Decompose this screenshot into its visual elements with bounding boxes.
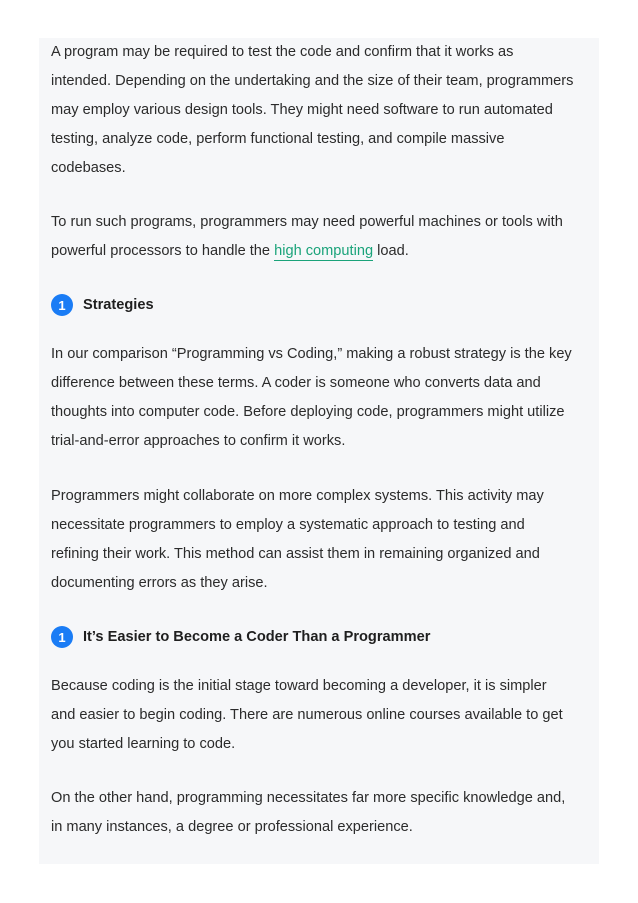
text-fragment: load. (373, 243, 409, 259)
text-line: intended. Depending on the undertaking and the size of their team, programmers (51, 73, 574, 89)
text-line: refining their work. This method can assist them in remaining organized and (51, 546, 540, 562)
paragraph-testing-tools (51, 38, 573, 183)
text-line (51, 237, 563, 266)
text-line: codebases. (51, 160, 126, 176)
section-heading-strategies (51, 292, 154, 318)
text-line: may employ various design tools. They might need software to run automated (51, 102, 553, 118)
text-line: Programmers might collaborate on more complex systems. This activity may (51, 488, 544, 504)
text-line: in many instances, a degree or professional experience. (51, 819, 413, 835)
article-panel (39, 38, 599, 864)
text-line: A program may be required to test the code and confirm that it works as (51, 44, 514, 60)
text-line: difference between these terms. A coder is someone who converts data and (51, 375, 541, 391)
text-line: and easier to begin coding. There are numerous online courses available to get (51, 707, 563, 723)
text-line: In our comparison “Programming vs Coding,” making a robust strategy is the key (51, 346, 572, 362)
text-line: On the other hand, programming necessitates far more specific knowledge and, (51, 790, 566, 806)
section-heading-easier-coder (51, 624, 430, 650)
text-line: necessitate programmers to employ a systematic approach to testing and (51, 517, 525, 533)
number-badge: 1 (51, 294, 73, 316)
text-line: trial-and-error approaches to confirm it works. (51, 433, 346, 449)
text-line: documenting errors as they arise. (51, 575, 268, 591)
paragraph-powerful-machines (51, 208, 563, 266)
text-line: you started learning to code. (51, 736, 236, 752)
text-fragment: powerful processors to handle the (51, 243, 275, 259)
section-heading-text: It’s Easier to Become a Coder Than a Programmer (83, 628, 431, 645)
paragraph-coding-easier (51, 672, 563, 759)
text-line: thoughts into computer code. Before deploying code, programmers might utilize (51, 404, 565, 420)
paragraph-collaboration (51, 482, 544, 598)
section-heading-text: Strategies (83, 296, 154, 313)
text-line: testing, analyze code, perform functional testing, and compile massive (51, 131, 505, 147)
high-computing-link[interactable]: high computing (274, 243, 374, 259)
paragraph-strategy (51, 340, 572, 456)
text-line: Because coding is the initial stage toward becoming a developer, it is simpler (51, 678, 547, 694)
text-line: To run such programs, programmers may need powerful machines or tools with (51, 214, 563, 230)
number-badge: 1 (51, 626, 73, 648)
paragraph-programming-knowledge (51, 784, 565, 842)
